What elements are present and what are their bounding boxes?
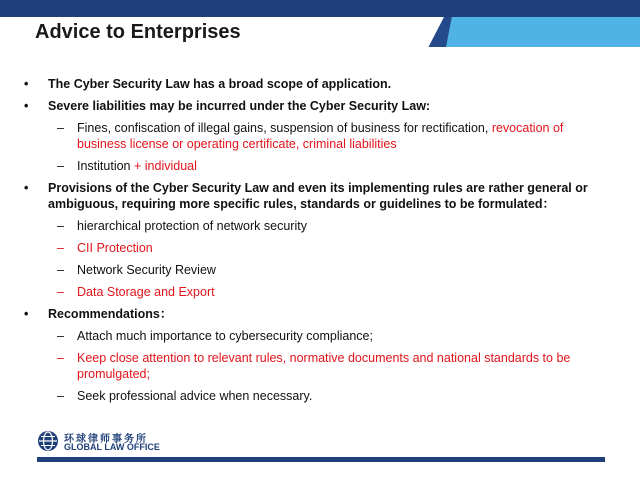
bullet-item (22, 76, 612, 92)
bullet-item (22, 306, 612, 322)
dash-glyph: – (57, 329, 64, 343)
dash-glyph: – (57, 389, 64, 403)
sub-text-highlight: revocation of business license or operating certificate, criminal liabilities (77, 121, 564, 151)
dash-glyph: – (57, 241, 64, 255)
footer-bar (37, 457, 605, 462)
globe-emblem-icon (37, 430, 59, 452)
sub-text-highlight: + individual (133, 159, 197, 173)
bullet-text: Provisions of the Cyber Security Law and even its implementing rules are rather general or ambiguous, requiring more specific rules, standards or guidelines to be formulated： (48, 181, 588, 211)
bullet-text: Recommendations： (48, 307, 173, 321)
slide-content (22, 76, 612, 410)
logo-english-name: GLOBAL LAW OFFICE (64, 442, 160, 452)
sub-text: Fines, confiscation of illegal gains, suspension of business for rectification, (77, 121, 492, 135)
bullet-text: Severe liabilities may be incurred under the Cyber Security Law: (48, 99, 431, 113)
sub-text-highlight: Data Storage and Export (77, 285, 215, 299)
sub-text: hierarchical protection of network security (77, 219, 307, 233)
bullet-glyph: • (24, 307, 29, 321)
sub-text-highlight: Keep close attention to relevant rules, normative documents and national standards to be promulgated; (77, 351, 571, 381)
sub-item (22, 240, 612, 256)
sub-text: Institution (77, 159, 134, 173)
sub-text: Seek professional advice when necessary. (77, 389, 313, 403)
sub-text: Network Security Review (77, 263, 216, 277)
sub-item (22, 120, 612, 152)
dash-glyph: – (57, 159, 64, 173)
company-logo (37, 428, 197, 454)
sub-item (22, 284, 612, 300)
bullet-text: The Cyber Security Law has a broad scope of application. (48, 77, 392, 91)
sub-text-highlight: CII Protection (77, 241, 153, 255)
dash-glyph: – (57, 285, 64, 299)
sub-item (22, 328, 612, 344)
bullet-glyph: • (24, 99, 29, 113)
header-accent-stripe (446, 17, 640, 47)
slide-title: Advice to Enterprises (35, 21, 241, 43)
logo-chinese-name: 环球律师事务所 (64, 434, 148, 445)
bullet-item (22, 180, 612, 212)
sub-text: Attach much importance to cybersecurity compliance; (77, 329, 373, 343)
sub-item (22, 158, 612, 174)
header-top-band (0, 0, 640, 17)
sub-item (22, 350, 612, 382)
dash-glyph: – (57, 263, 64, 277)
sub-item (22, 388, 612, 404)
sub-item (22, 218, 612, 234)
sub-item (22, 262, 612, 278)
bullet-item (22, 98, 612, 114)
bullet-glyph: • (24, 77, 29, 91)
dash-glyph: – (57, 351, 64, 365)
bullet-glyph: • (24, 181, 29, 195)
dash-glyph: – (57, 219, 64, 233)
dash-glyph: – (57, 121, 64, 135)
